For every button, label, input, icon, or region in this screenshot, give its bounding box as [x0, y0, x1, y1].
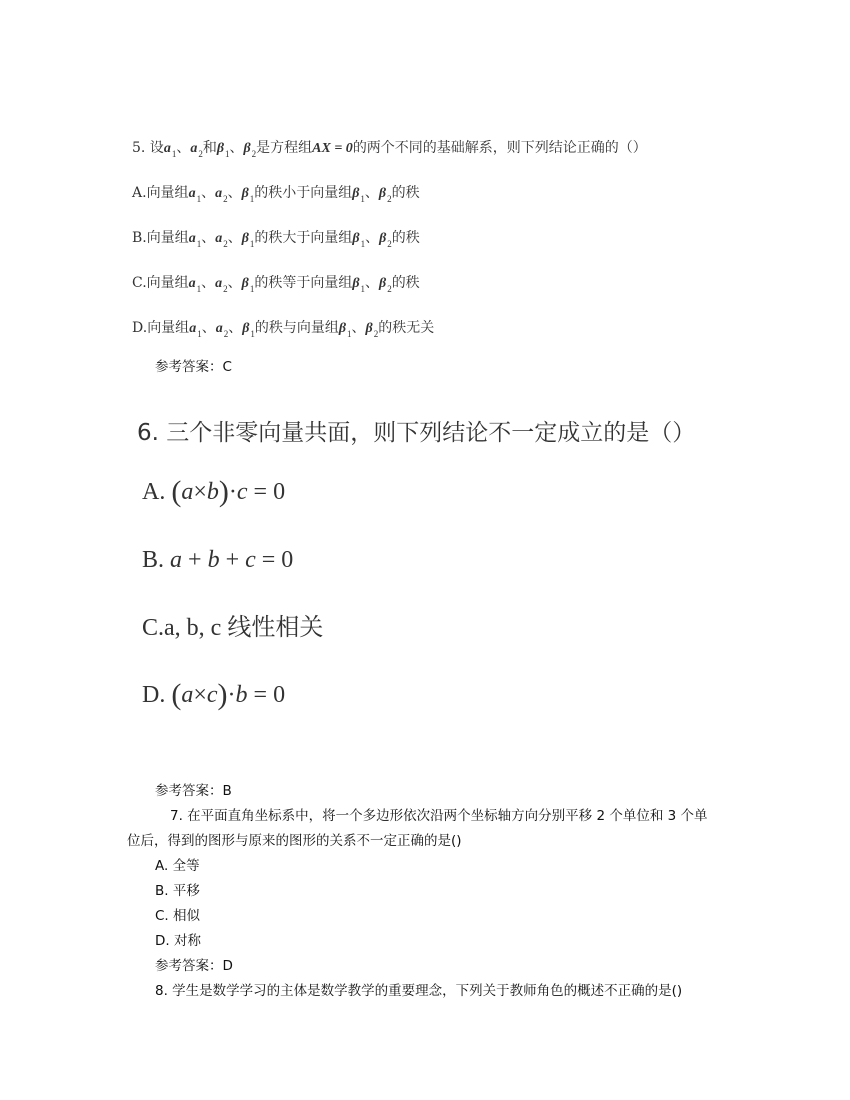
q7-stem-line2: 位后，得到的图形与原来的图形的关系不一定正确的是()	[127, 833, 462, 849]
q5-option-a: A.向量组$a_1$、$a_2$、$\beta_1$的秩小于向量组$\beta_1$、$\beta_2$的秩	[132, 185, 420, 204]
q7-option-d: D. 对称	[155, 933, 201, 949]
q5-option-b: B.向量组$a_1$、$a_2$、$\beta_1$的秩大于向量组$\beta_1$、$\beta_2$的秩	[132, 230, 420, 249]
q6-option-a: A. (a×b)·c = 0	[142, 475, 286, 508]
q7-option-b: B. 平移	[155, 883, 200, 899]
q5-option-c: C.向量组$a_1$、$a_2$、$\beta_1$的秩等于向量组$\beta_1$、$\beta_2$的秩	[132, 275, 420, 294]
q7-option-c: C. 相似	[155, 908, 201, 924]
q6-option-d-formula: (a×c)·b = 0	[171, 678, 286, 711]
q5-answer: 参考答案：C	[155, 359, 232, 375]
q6-stem: 6. 三个非零向量共面，则下列结论不一定成立的是（）	[137, 420, 696, 446]
q7-option-a: A. 全等	[155, 858, 200, 874]
q6-option-d: D. (a×c)·b = 0	[142, 678, 286, 711]
q5-option-d: D.向量组$a_1$、$a_2$、$\beta_1$的秩与向量组$\beta_1$、$\beta_2$的秩无关	[132, 320, 435, 339]
q6-option-b: B. a + b + c = 0	[142, 547, 294, 573]
q6-option-c: C.a, b, c 线性相关	[142, 615, 324, 641]
q5-stem: 5. 设$a_1$、$a_2$和$\beta_1$、$\beta_2$是方程组AX = 0的两个不同的基础解系，则下列结论正确的（）	[132, 140, 647, 159]
q7-answer: 参考答案：D	[155, 958, 233, 974]
q6-option-a-formula: (a×b)·c = 0	[171, 475, 286, 508]
q8-stem: 8. 学生是数学学习的主体是数学教学的重要理念，下列关于教师角色的概述不正确的是()	[155, 983, 683, 999]
q7-stem-line1: 7. 在平面直角坐标系中，将一个多边形依次沿两个坐标轴方向分别平移 2 个单位和 3 个单	[170, 808, 708, 824]
q6-answer: 参考答案：B	[155, 783, 232, 799]
q6-option-b-formula: a + b + c = 0	[170, 547, 294, 573]
